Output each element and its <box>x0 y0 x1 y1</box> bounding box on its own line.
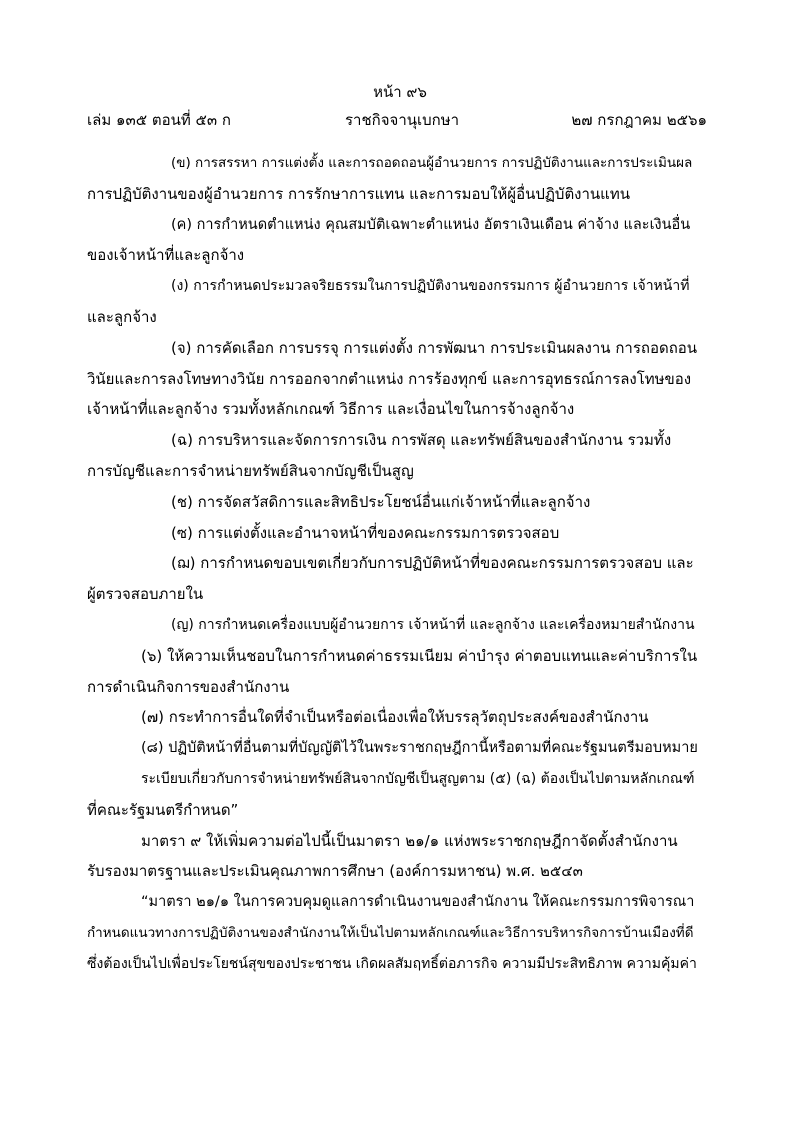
text-line: (จ) การคัดเลือก การบรรจุ การแต่งตั้ง การพัฒนา การประเมินผลงาน การถอดถอน <box>171 338 698 357</box>
text-line: (ค) การกำหนดตำแหน่ง คุณสมบัติเฉพาะตำแหน่ง อัตราเงินเดือน ค่าจ้าง และเงินอื่น <box>171 216 691 233</box>
text-line: (ฉ) การบริหารและจัดการการเงิน การพัสดุ และทรัพย์สินของสำนักงาน รวมทั้ง <box>171 431 672 450</box>
text-line: รับรองมาตรฐานและประเมินคุณภาพการศึกษา (องค์การมหาชน) พ.ศ. ๒๕๔๓ <box>87 862 583 881</box>
page-number: หน้า ๙๖ <box>373 83 427 101</box>
text-line: ที่คณะรัฐมนตรีกำหนด” <box>87 800 239 819</box>
text-line: การบัญชีและการจำหน่ายทรัพย์สินจากบัญชีเป็นสูญ <box>87 461 414 480</box>
text-line: (ซ) การแต่งตั้งและอำนาจหน้าที่ของคณะกรรมการตรวจสอบ <box>171 523 560 542</box>
text-line: กำหนดแนวทางการปฏิบัติงานของสำนักงานให้เป็นไปตามหลักเกณฑ์และวิธีการบริหารกิจการบ้านเมืองที่ดี <box>87 924 694 941</box>
publication-name: ราชกิจจานุเบกษา <box>345 111 460 129</box>
text-line: (ฌ) การกำหนดขอบเขตเกี่ยวกับการปฏิบัติหน้าที่ของคณะกรรมการตรวจสอบ และ <box>171 554 694 573</box>
publication-date: ๒๗ กรกฎาคม ๒๕๖๑ <box>571 111 707 129</box>
text-line: มาตรา ๙ ให้เพิ่มความต่อไปนี้เป็นมาตรา ๒๑/๑ แห่งพระราชกฤษฎีกาจัดตั้งสำนักงาน <box>141 831 678 850</box>
text-line: (ข) การสรรหา การแต่งตั้ง และการถอดถอนผู้อำนวยการ การปฏิบัติงานและการประเมินผล <box>171 155 693 171</box>
volume-issue: เล่ม ๑๓๕ ตอนที่ ๕๓ ก <box>87 111 231 129</box>
text-line: (ช) การจัดสวัสดิการและสิทธิประโยชน์อื่นแก่เจ้าหน้าที่และลูกจ้าง <box>171 492 591 511</box>
text-line: ระเบียบเกี่ยวกับการจำหน่ายทรัพย์สินจากบัญชีเป็นสูญตาม (๕) (ฉ) ต้องเป็นไปตามหลักเกณฑ์ <box>141 770 695 787</box>
text-line: (๗) กระทำการอื่นใดที่จำเป็นหรือต่อเนื่องเพื่อให้บรรลุวัตถุประสงค์ของสำนักงาน <box>141 708 649 727</box>
text-line: “มาตรา ๒๑/๑ ในการควบคุมดูแลการดำเนินงานของสำนักงาน ให้คณะกรรมการพิจารณา <box>141 894 695 911</box>
text-line: ซึ่งต้องเป็นไปเพื่อประโยชน์สุขของประชาชน เกิดผลสัมฤทธิ์ต่อภารกิจ ความมีประสิทธิภาพ ความคุ้มค่า <box>87 955 697 972</box>
text-line: การปฏิบัติงานของผู้อำนวยการ การรักษาการแทน และการมอบให้ผู้อื่นปฏิบัติงานแทน <box>87 184 630 203</box>
text-line: (๖) ให้ความเห็นชอบในการกำหนดค่าธรรมเนียม ค่าบำรุง ค่าตอบแทนและค่าบริการใน <box>141 646 698 665</box>
text-line: ของเจ้าหน้าที่และลูกจ้าง <box>87 246 245 265</box>
document-body <box>87 148 707 980</box>
text-line: วินัยและการลงโทษทางวินัย การออกจากตำแหน่ง การร้องทุกข์ และการอุทธรณ์การลงโทษของ <box>87 369 692 388</box>
text-line: ผู้ตรวจสอบภายใน <box>87 585 204 604</box>
text-line: (๘) ปฏิบัติหน้าที่อื่นตามที่บัญญัติไว้ในพระราชกฤษฎีกานี้หรือตามที่คณะรัฐมนตรีมอบหมาย <box>141 740 698 757</box>
text-line: (ง) การกำหนดประมวลจริยธรรมในการปฏิบัติงานของกรรมการ ผู้อำนวยการ เจ้าหน้าที่ <box>171 278 690 295</box>
text-line: การดำเนินกิจการของสำนักงาน <box>87 677 290 696</box>
text-line: เจ้าหน้าที่และลูกจ้าง รวมทั้งหลักเกณฑ์ วิธีการ และเงื่อนไขในการจ้างลูกจ้าง <box>87 400 575 419</box>
text-line: และลูกจ้าง <box>87 307 157 326</box>
text-line: (ญ) การกำหนดเครื่องแบบผู้อำนวยการ เจ้าหน้าที่ และลูกจ้าง และเครื่องหมายสำนักงาน <box>171 616 695 633</box>
page-header <box>87 108 707 132</box>
